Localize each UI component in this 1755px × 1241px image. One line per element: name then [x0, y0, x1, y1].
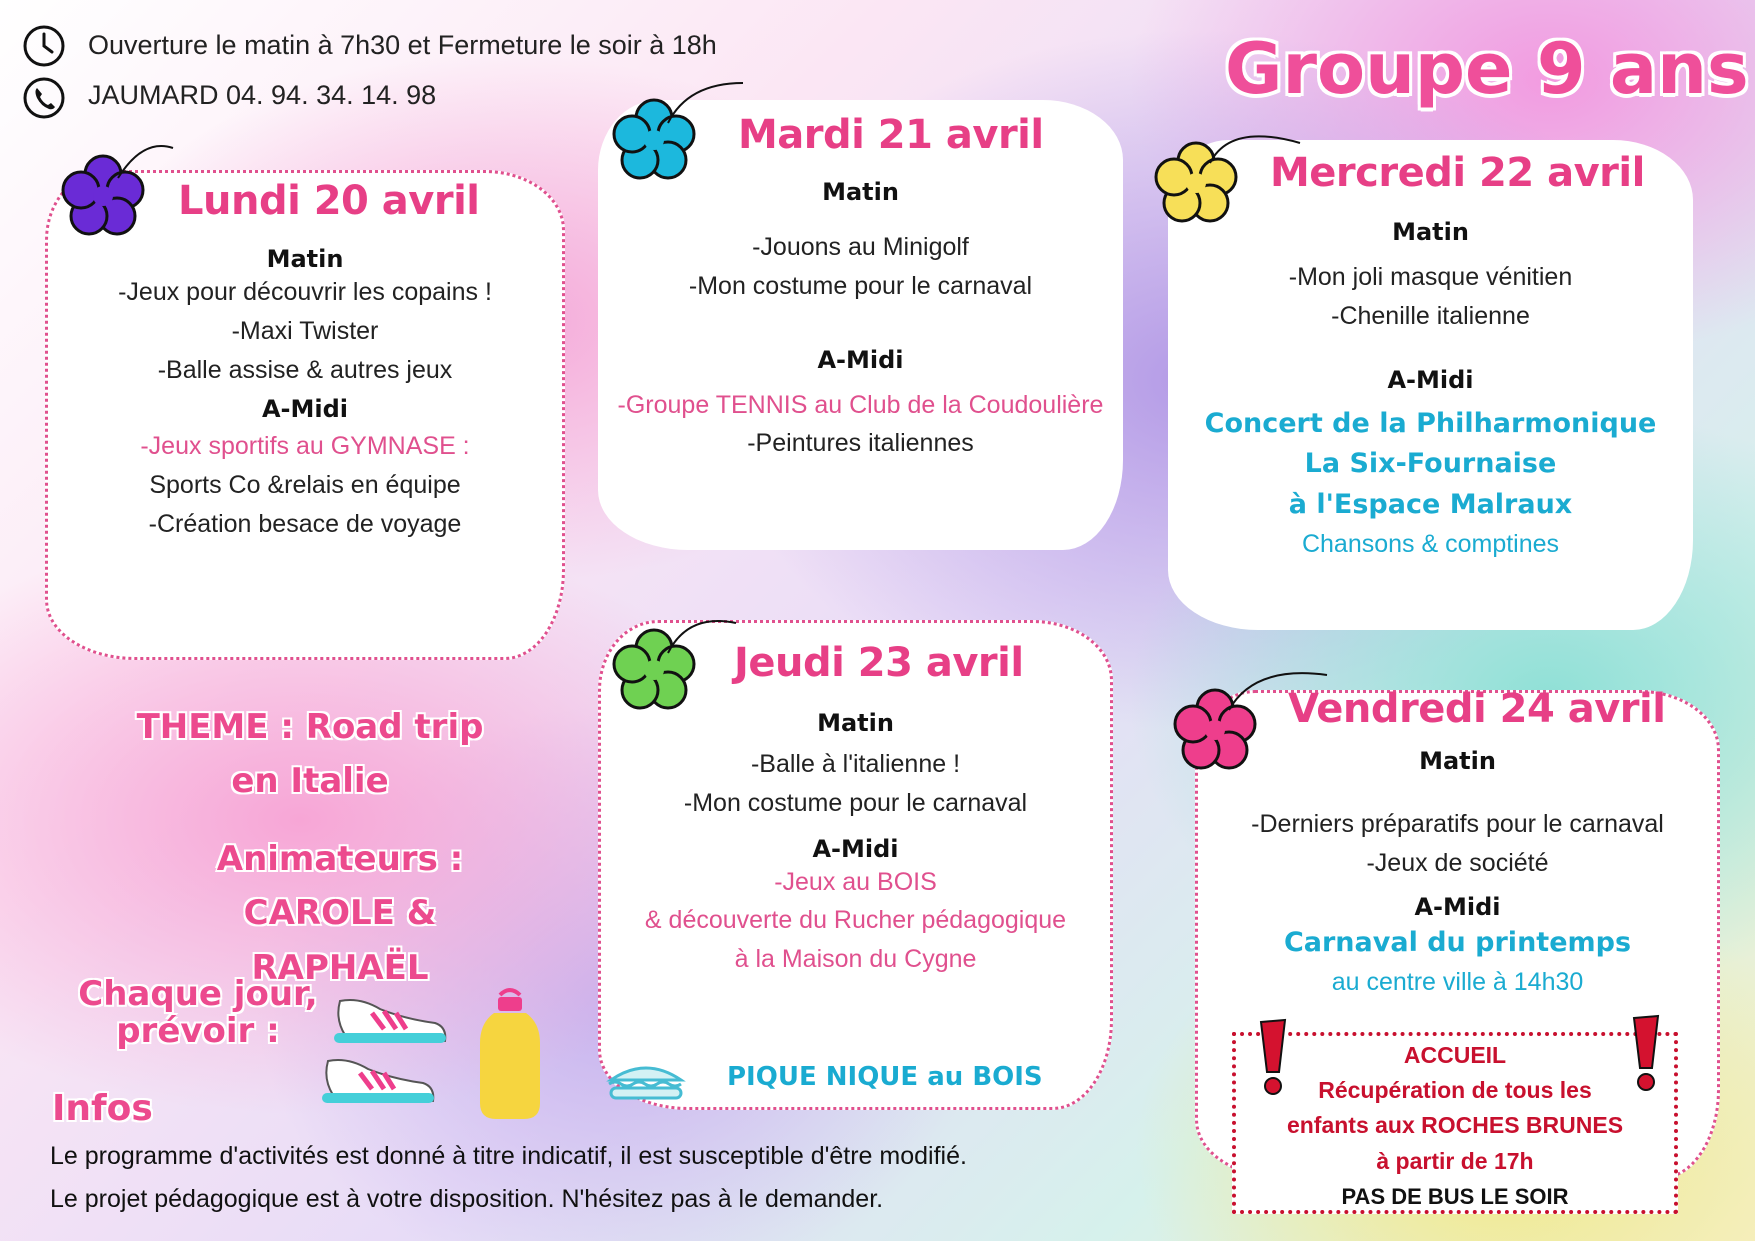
activity-highlight: à la Maison du Cygne: [734, 945, 977, 973]
activity: -Balle à l'italienne !: [750, 750, 961, 778]
animateurs-block: [160, 832, 520, 995]
theme-line: THEME : Road trip: [136, 707, 484, 747]
matin-label: Matin: [822, 178, 899, 206]
page-title: Groupe 9 ans: [1225, 28, 1749, 110]
flower-icon: [596, 78, 756, 192]
activity-highlight: La Six-Fournaise: [1304, 448, 1557, 479]
day-title-vendredi: Vendredi 24 avril: [1288, 686, 1666, 732]
phone-icon: [22, 76, 66, 124]
animateurs-label: Animateurs :: [216, 839, 464, 879]
amidi-label: A-Midi: [1387, 365, 1474, 394]
activity-highlight: -Jeux sportifs au GYMNASE :: [140, 432, 470, 461]
activity: -Mon costume pour le carnaval: [688, 271, 1033, 300]
activity-highlight: -Groupe TENNIS au Club de la Coudoulière: [617, 390, 1104, 419]
activity: -Maxi Twister: [231, 316, 379, 345]
amidi-label: A-Midi: [812, 834, 899, 863]
activity: -Mon joli masque vénitien: [1288, 263, 1573, 291]
phone-text: JAUMARD 04. 94. 34. 14. 98: [88, 80, 437, 110]
infos-line: Le projet pédagogique est à votre disposition. N'hésitez pas à le demander.: [50, 1185, 884, 1213]
sneakers-icon: [322, 995, 462, 1119]
amidi-label: A-Midi: [1414, 892, 1501, 921]
picnic-text: PIQUE NIQUE au BOIS: [727, 1062, 1043, 1092]
prevoir-line: prévoir :: [116, 1011, 280, 1052]
water-bottle-icon: [470, 985, 550, 1129]
day-title-lundi: Lundi 20 avril: [178, 178, 480, 224]
theme-line: en Italie: [231, 761, 389, 802]
day-title-jeudi: Jeudi 23 avril: [734, 640, 1024, 686]
flower-icon: [596, 608, 746, 722]
activity-highlight: -Jeux au BOIS: [774, 867, 937, 896]
matin-label: Matin: [1419, 747, 1496, 775]
accueil-line: à partir de 17h: [1376, 1147, 1534, 1174]
day-title-mercredi: Mercredi 22 avril: [1270, 150, 1645, 196]
flower-icon: [1155, 660, 1335, 794]
matin-label: Matin: [266, 245, 344, 273]
exclamation-icon: [1255, 1018, 1291, 1102]
hours-text: Ouverture le matin à 7h30 et Fermeture le soir à 18h: [88, 30, 717, 60]
activity-highlight: à l'Espace Malraux: [1288, 488, 1573, 520]
clock-icon: [22, 24, 66, 72]
exclamation-icon: [1628, 1014, 1664, 1098]
flower-icon: [1138, 118, 1308, 242]
amidi-label: A-Midi: [817, 345, 904, 374]
activity: -Balle assise & autres jeux: [157, 355, 453, 384]
activity: -Jeux de société: [1366, 848, 1549, 877]
activity-highlight: Concert de la Philharmonique: [1204, 407, 1657, 439]
activity-sub: Chansons & comptines: [1301, 530, 1560, 558]
activity-highlight: & découverte du Rucher pédagogique: [644, 906, 1067, 935]
activity: -Création besace de voyage: [148, 509, 462, 538]
accueil-line: Récupération de tous les: [1318, 1076, 1592, 1103]
activity: -Peintures italiennes: [747, 429, 974, 458]
flower-icon: [48, 138, 178, 252]
activity-sub: au centre ville à 14h30: [1331, 968, 1584, 996]
activity-highlight: Carnaval du printemps: [1283, 926, 1632, 958]
sandwich-icon: [605, 1060, 687, 1106]
prevoir-line: Chaque jour,: [78, 974, 318, 1014]
accueil-line: enfants aux ROCHES BRUNES: [1286, 1112, 1624, 1139]
animateurs-names: CAROLE & RAPHAËL: [243, 893, 437, 988]
amidi-label: A-Midi: [261, 395, 349, 424]
activity: -Jouons au Minigolf: [752, 233, 969, 261]
prevoir-block: [78, 976, 318, 1051]
theme-block: [130, 700, 490, 809]
infos-line: Le programme d'activités est donné à titre indicatif, il est susceptible d'être modifié.: [50, 1142, 967, 1170]
accueil-note: PAS DE BUS LE SOIR: [1341, 1184, 1569, 1210]
matin-label: Matin: [817, 709, 894, 737]
activity: -Jeux pour découvrir les copains !: [118, 278, 492, 306]
accueil-title: ACCUEIL: [1403, 1042, 1507, 1068]
day-title-mardi: Mardi 21 avril: [738, 112, 1044, 158]
matin-label: Matin: [1392, 218, 1469, 246]
activity: -Derniers préparatifs pour le carnaval: [1251, 810, 1664, 838]
accueil-box: [1232, 1032, 1678, 1214]
activity: -Mon costume pour le carnaval: [683, 788, 1028, 817]
activity: Sports Co &relais en équipe: [149, 471, 461, 499]
infos-title: Infos: [52, 1088, 153, 1129]
activity: -Chenille italienne: [1331, 301, 1530, 330]
